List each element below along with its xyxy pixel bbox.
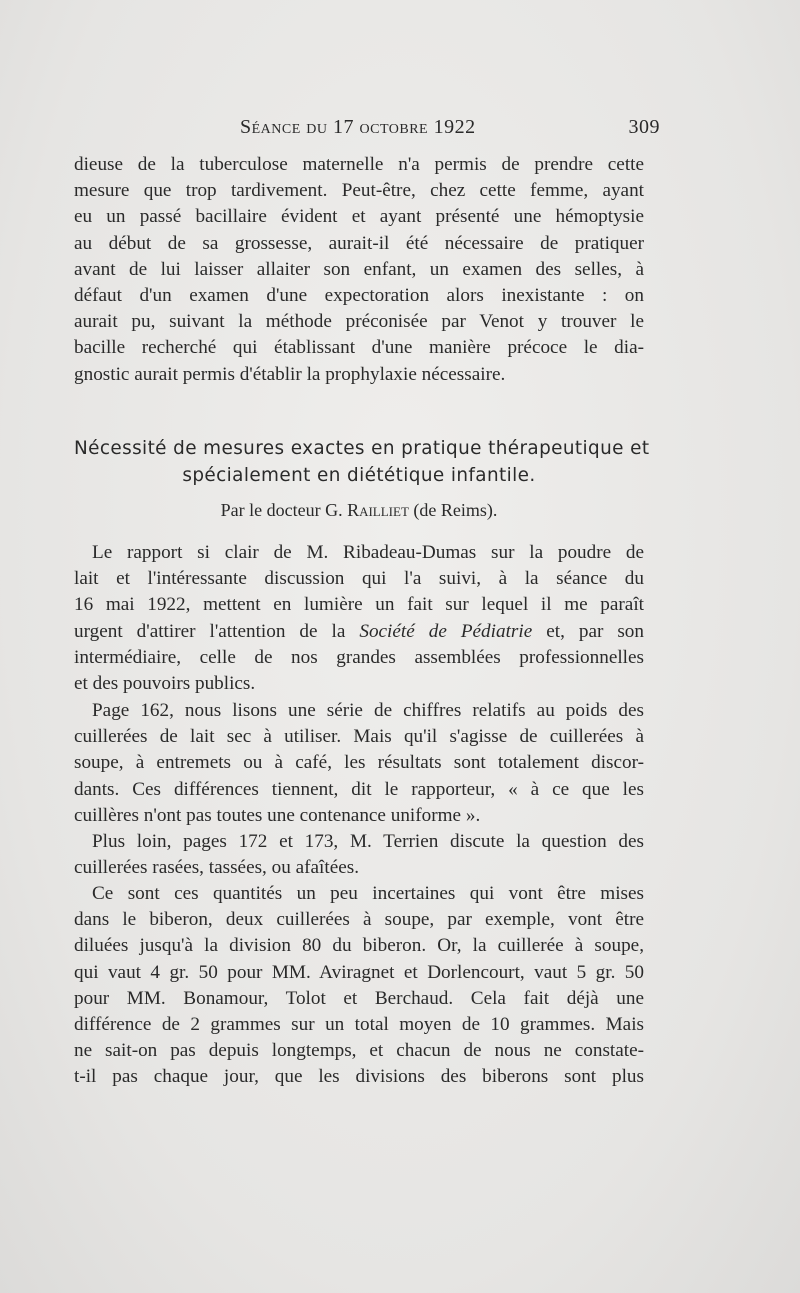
text-line: lait et l'intéressante discussion qui l'a suivi, à la séance du [74, 568, 644, 590]
text-line: pour MM. Bonamour, Tolot et Berchaud. Cela fait déjà une [74, 987, 644, 1009]
text-line: cuillerées rasées, tassées, ou afaîtées. [74, 857, 360, 879]
header-title: Séance du 17 octobre 1922 [240, 116, 476, 138]
article-title [74, 435, 650, 489]
byline-prefix: Par le docteur G. [220, 500, 348, 520]
text-line: bacille recherché qui établissant d'une manière précoce le dia- [74, 337, 644, 359]
text-line: défaut d'un examen d'une expectoration alors inexistante : on [74, 284, 644, 306]
article-title-line-2: spécialement en diététique infantile. [182, 465, 536, 486]
text-line: cuillerées de lait sec à utiliser. Mais qu'il s'agisse de cuillerées à [74, 726, 644, 748]
journal-name: Société de Pédiatrie [359, 620, 533, 642]
page-number: 309 [628, 116, 660, 138]
text-line: Ce sont ces quantités un peu incertaines qui vont être mises [92, 883, 644, 904]
text-line: Le rapport si clair de M. Ribadeau-Dumas sur la poudre de [92, 542, 644, 563]
byline-suffix: (de Reims). [408, 500, 498, 520]
article-byline [74, 500, 644, 521]
text-line: cuillères n'ont pas toutes une contenance uniforme ». [74, 804, 481, 826]
text-line: t-il pas chaque jour, que les divisions des biberons sont plus [74, 1066, 644, 1088]
paragraph-5 [74, 881, 644, 1091]
text-segment: urgent d'attirer l'attention de la [74, 620, 360, 642]
text-line: dants. Ces différences tiennent, dit le rapporteur, « à ce que les [74, 778, 644, 800]
article-title-line-1: Nécessité de mesures exactes en pratique thérapeutique et [74, 438, 650, 459]
text-line: gnostic aurait permis d'établir la prophylaxie nécessaire. [74, 363, 506, 385]
text-line: dans le biberon, deux cuillerées à soupe, par exemple, vont être [74, 909, 644, 931]
byline-author: Railliet [347, 500, 409, 520]
text-line: dieuse de la tuberculose maternelle n'a permis de prendre cette [74, 154, 644, 175]
text-line: intermédiaire, celle de nos grandes assemblées professionnelles [74, 646, 644, 668]
text-line: 16 mai 1922, mettent en lumière un fait sur lequel il me paraît [74, 594, 644, 616]
paragraph-4 [74, 829, 644, 881]
text-segment: et, par son [532, 620, 644, 642]
text-line: avant de lui laisser allaiter son enfant, un examen des selles, à [74, 258, 644, 280]
paragraph-1 [74, 152, 644, 388]
text-line: différence de 2 grammes sur un total moyen de 10 grammes. Mais [74, 1013, 644, 1035]
text-line: ne sait-on pas depuis longtemps, et chacun de nous ne constate- [74, 1040, 644, 1062]
text-line: diluées jusqu'à la division 80 du biberon. Or, la cuillerée à soupe, [74, 935, 644, 957]
text-line: mesure que trop tardivement. Peut-être, chez cette femme, ayant [74, 180, 644, 202]
text-line: et des pouvoirs publics. [74, 672, 256, 694]
text-line [74, 619, 644, 645]
running-header [240, 116, 660, 146]
text-line: au début de sa grossesse, aurait-il été nécessaire de pratiquer [74, 232, 644, 254]
text-line: eu un passé bacillaire évident et ayant présenté une hémoptysie [74, 206, 644, 228]
text-line: qui vaut 4 gr. 50 pour MM. Aviragnet et Dorlencourt, vaut 5 gr. 50 [74, 961, 644, 983]
text-line: Page 162, nous lisons une série de chiffres relatifs au poids des [92, 700, 644, 721]
paragraph-2 [74, 540, 644, 697]
text-line: soupe, à entremets ou à café, les résultats sont totalement discor- [74, 752, 644, 774]
text-line: aurait pu, suivant la méthode préconisée par Venot y trouver le [74, 311, 644, 333]
paragraph-3 [74, 698, 644, 829]
text-line: Plus loin, pages 172 et 173, M. Terrien discute la question des [92, 831, 644, 852]
